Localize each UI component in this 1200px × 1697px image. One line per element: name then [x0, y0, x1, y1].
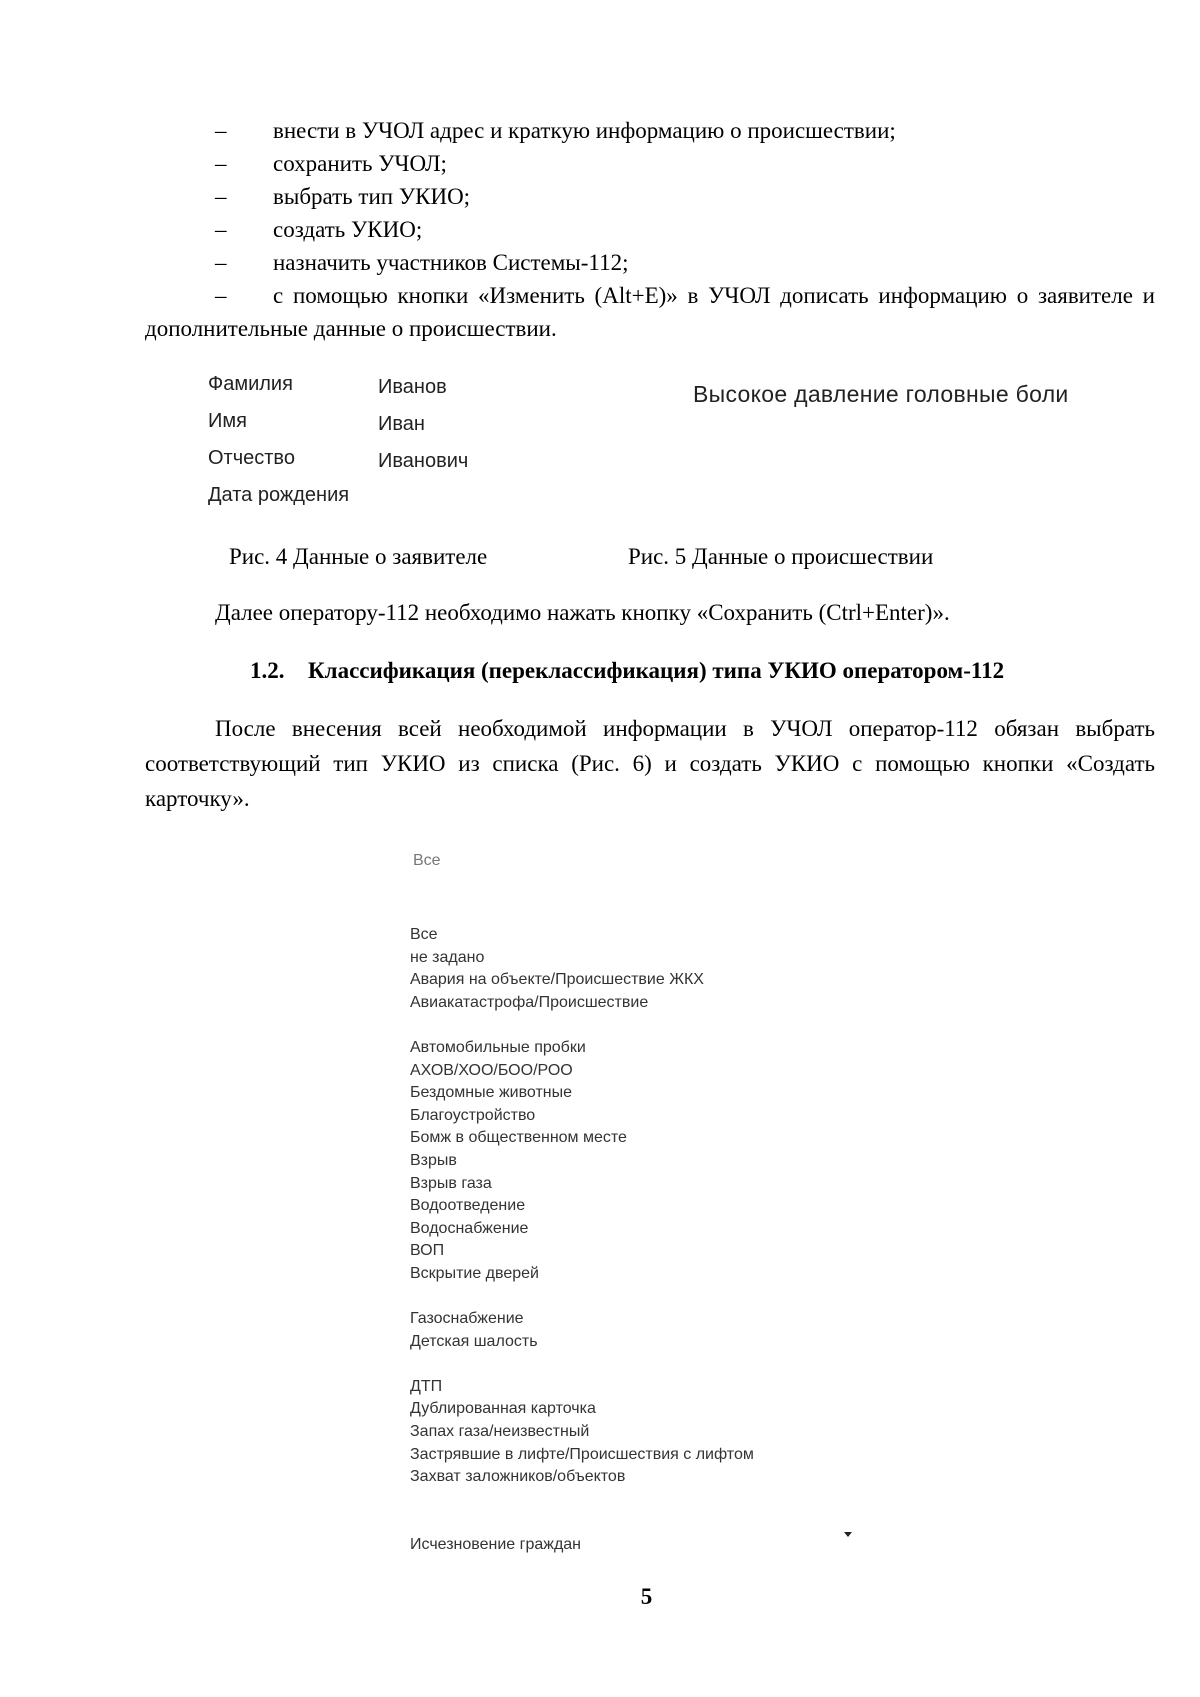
dropdown-options-list — [410, 924, 850, 1557]
scroll-down-arrow-icon[interactable] — [844, 1532, 852, 1537]
field-value: Иван — [378, 413, 425, 435]
dropdown-option-empty — [410, 1353, 850, 1376]
section-title: Классификация (переклассификация) типа УКИО оператором-112 — [308, 658, 1005, 683]
figure-4-caption: Рис. 4 Данные о заявителе — [229, 544, 488, 569]
dropdown-option[interactable]: Запах газа/неизвестный — [410, 1423, 590, 1441]
dropdown-option[interactable]: Авиакатастрофа/Происшествие — [410, 993, 649, 1011]
dropdown-option[interactable]: Исчезновение граждан — [410, 1536, 582, 1554]
list-item-text: создать УКИО; — [273, 217, 423, 242]
list-item — [145, 147, 1155, 180]
list-item-text: назначить участников Системы-112; — [273, 250, 629, 275]
list-item-text: с помощью кнопки «Изменить (Alt+E)» в УЧОЛ дописать информацию о заявителе и дополнительные данные о происшествии. — [145, 283, 1155, 341]
list-item — [145, 279, 1155, 345]
dropdown-option[interactable]: Все — [410, 926, 438, 943]
list-item-text: выбрать тип УКИО; — [273, 184, 471, 209]
dropdown-option[interactable]: Взрыв газа — [410, 1174, 492, 1192]
dropdown-selected-value[interactable]: Все — [413, 852, 441, 869]
dropdown-option[interactable]: Взрыв — [410, 1151, 457, 1169]
dropdown-option-empty — [410, 1511, 850, 1534]
section-number: 1.2. — [250, 658, 285, 683]
dropdown-option[interactable]: ВОП — [410, 1242, 445, 1260]
dropdown-option[interactable]: Водоснабжение — [410, 1219, 529, 1237]
field-label: Имя — [208, 410, 247, 432]
dropdown-option[interactable]: Бомж в общественном месте — [410, 1129, 627, 1147]
list-item — [145, 246, 1155, 279]
field-value: Иванович — [378, 450, 469, 472]
list-item-text: сохранить УЧОЛ; — [273, 151, 447, 176]
dropdown-option[interactable]: Детская шалость — [410, 1332, 538, 1350]
dropdown-option[interactable]: Газоснабжение — [410, 1310, 524, 1328]
dropdown-option[interactable]: Авария на объекте/Происшествие ЖКХ — [410, 971, 704, 989]
dropdown-option[interactable]: Застрявшие в лифте/Происшествия с лифтом — [410, 1445, 754, 1463]
save-instruction: Далее оператору-112 необходимо нажать кнопку «Сохранить (Ctrl+Enter)». — [215, 600, 950, 625]
dropdown-option[interactable]: Водоотведение — [410, 1197, 526, 1215]
bullet-dash: – — [215, 283, 227, 308]
incident-data-figure: Высокое давление головные боли — [693, 381, 1069, 407]
page-number: 5 — [640, 1584, 653, 1609]
instruction-list — [145, 114, 1155, 345]
section-heading — [250, 658, 1004, 684]
dropdown-option[interactable]: Автомобильные пробки — [410, 1038, 586, 1056]
figure-5-caption: Рис. 5 Данные о происшествии — [628, 544, 934, 569]
dropdown-option[interactable]: Вскрытие дверей — [410, 1264, 539, 1282]
dropdown-option[interactable]: Благоустройство — [410, 1106, 536, 1124]
dropdown-option[interactable]: АХОВ/ХОО/БОО/РОО — [410, 1061, 573, 1079]
field-label: Дата рождения — [208, 484, 350, 506]
field-label: Фамилия — [208, 373, 293, 395]
dropdown-option-empty — [410, 1014, 850, 1037]
dropdown-option[interactable]: ДТП — [410, 1377, 443, 1395]
dropdown-option[interactable]: не задано — [410, 948, 485, 966]
list-item — [145, 114, 1155, 147]
field-label: Отчество — [208, 447, 295, 469]
bullet-dash: – — [215, 217, 227, 242]
bullet-dash: – — [215, 250, 227, 275]
dropdown-option-empty — [410, 1286, 850, 1309]
dropdown-option[interactable]: Бездомные животные — [410, 1084, 573, 1102]
dropdown-option-empty — [410, 1489, 850, 1512]
body-paragraph: После внесения всей необходимой информации в УЧОЛ оператор-112 обязан выбрать соответствующий тип УКИО из списка (Рис. 6) и создать УКИО с помощью кнопки «Создать карточку». — [145, 716, 1155, 811]
list-item — [145, 180, 1155, 213]
field-value: Иванов — [378, 376, 447, 398]
dropdown-option[interactable]: Дублированная карточка — [410, 1400, 596, 1418]
bullet-dash: – — [215, 184, 227, 209]
list-item — [145, 213, 1155, 246]
bullet-dash: – — [215, 151, 227, 176]
list-item-text: внести в УЧОЛ адрес и краткую информацию о происшествии; — [273, 118, 896, 143]
bullet-dash: – — [215, 118, 227, 143]
dropdown-option[interactable]: Захват заложников/объектов — [410, 1468, 626, 1486]
